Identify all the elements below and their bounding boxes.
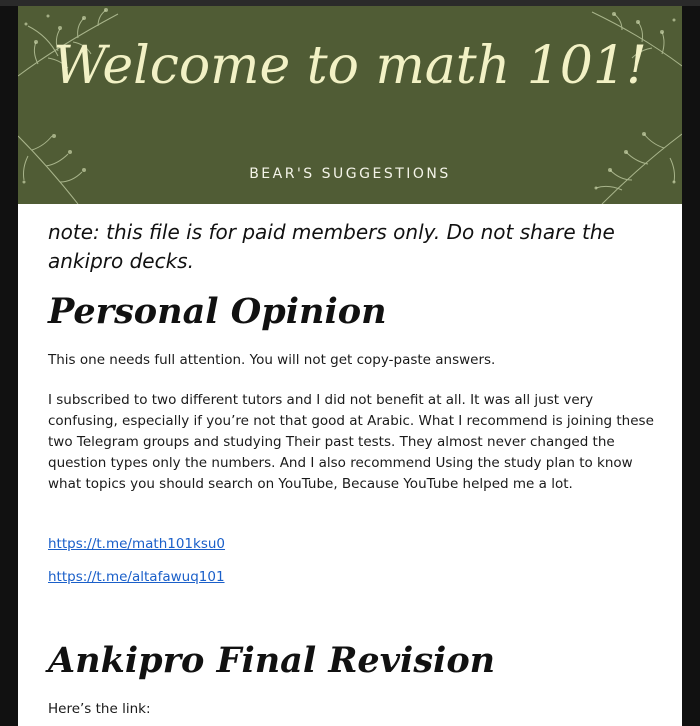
document-page [18, 6, 682, 726]
ankipro-heading: Ankipro Final Revision [48, 640, 496, 681]
foliage-decoration-bottom-left [18, 126, 118, 204]
foliage-decoration-bottom-right [572, 124, 682, 204]
telegram-link-altafawuq101[interactable]: https://t.me/altafawuq101 [48, 569, 225, 585]
personal-opinion-paragraph-2: I subscribed to two different tutors and I did not benefit at all. It was all just very confusing, especially if you’re not that good at Arabic. What I recommend is joining these two Telegram groups and studying Their past tests. They almost never changed the question types only the numbers. And I also recommend Using the study plan to know what topics you should search on YouTube, Because YouTube helped me a lot. [48, 392, 654, 492]
personal-opinion-paragraph-1: This one needs full attention. You will not get copy-paste answers. [48, 352, 496, 368]
ankipro-link-intro: Here’s the link: [48, 701, 151, 717]
members-only-note: note: this file is for paid members only. Do not share the ankipro decks. [48, 220, 615, 273]
banner-subtitle: BEAR'S SUGGESTIONS [249, 166, 451, 182]
personal-opinion-heading: Personal Opinion [48, 291, 387, 332]
header-banner [18, 6, 682, 204]
telegram-link-math101ksu0[interactable]: https://t.me/math101ksu0 [48, 536, 226, 552]
banner-title: Welcome to math 101! [53, 36, 647, 96]
